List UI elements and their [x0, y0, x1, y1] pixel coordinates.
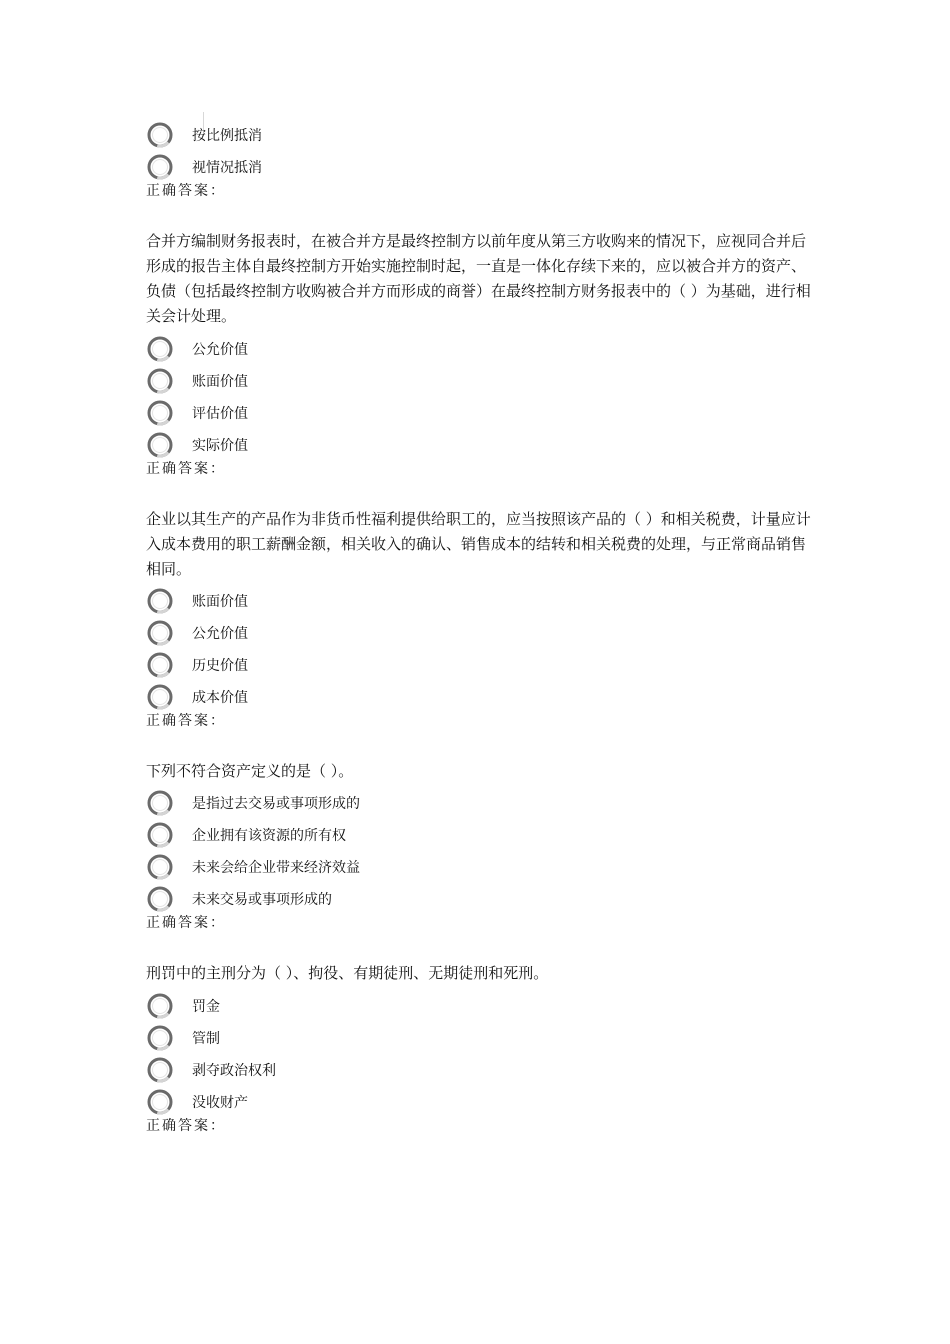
- option-label: 公允价值: [192, 342, 248, 358]
- radio-button-icon[interactable]: [146, 431, 174, 459]
- radio-button-icon[interactable]: [146, 153, 174, 181]
- option-label: 没收财产: [192, 1095, 248, 1111]
- option-q3-1[interactable]: [146, 789, 566, 819]
- option-label: 公允价值: [192, 626, 248, 642]
- option-q4-3[interactable]: [146, 1056, 566, 1086]
- option-q2-4[interactable]: [146, 683, 566, 713]
- option-label: 剥夺政治权利: [192, 1063, 276, 1079]
- option-q1-3[interactable]: [146, 399, 566, 429]
- question-text-1: 合并方编制财务报表时，在被合并方是最终控制方以前年度从第三方收购来的情况下，应视同合并后形成的报告主体自最终控制方开始实施控制时起，一直是一体化存续下来的，应以被合并方的资产、负债（包括最终控制方收购被合并方而形成的商誉）在最终控制方财务报表中的（ ）为基础，进行相关会计处理。: [146, 232, 811, 325]
- option-label: 企业拥有该资源的所有权: [192, 828, 346, 844]
- radio-button-icon[interactable]: [146, 587, 174, 615]
- question-text-2: 企业以其生产的产品作为非货币性福利提供给职工的，应当按照该产品的（ ）和相关税费，计量应计入成本费用的职工薪酬金额，相关收入的确认、销售成本的结转和相关税费的处理，与正常商品销售相同。: [146, 510, 811, 578]
- option-label: 罚金: [192, 999, 220, 1015]
- option-label: 历史价值: [192, 658, 248, 674]
- option-label: 实际价值: [192, 438, 248, 454]
- radio-button-icon[interactable]: [146, 367, 174, 395]
- radio-button-icon[interactable]: [146, 821, 174, 849]
- option-q4-2[interactable]: [146, 1024, 566, 1054]
- option-q0-2[interactable]: [146, 153, 566, 183]
- option-label: 视情况抵消: [192, 160, 262, 176]
- option-q2-1[interactable]: [146, 587, 566, 617]
- option-label: 未来交易或事项形成的: [192, 892, 332, 908]
- radio-button-icon[interactable]: [146, 885, 174, 913]
- option-label: 是指过去交易或事项形成的: [192, 796, 360, 812]
- radio-button-icon[interactable]: [146, 619, 174, 647]
- radio-button-icon[interactable]: [146, 1088, 174, 1116]
- correct-answer-label: 正确答案：: [146, 713, 226, 729]
- question-text-4: 刑罚中的主刑分为（ ）、拘役、有期徒刑、无期徒刑和死刑。: [146, 964, 549, 982]
- radio-button-icon[interactable]: [146, 399, 174, 427]
- option-label: 账面价值: [192, 594, 248, 610]
- option-label: 未来会给企业带来经济效益: [192, 860, 360, 876]
- radio-button-icon[interactable]: [146, 651, 174, 679]
- option-q2-3[interactable]: [146, 651, 566, 681]
- option-q1-4[interactable]: [146, 431, 566, 461]
- option-label: 评估价值: [192, 406, 248, 422]
- option-q1-1[interactable]: [146, 335, 566, 365]
- option-q1-2[interactable]: [146, 367, 566, 397]
- option-label: 管制: [192, 1031, 220, 1047]
- radio-button-icon[interactable]: [146, 789, 174, 817]
- correct-answer-label: 正确答案：: [146, 915, 226, 931]
- option-q4-1[interactable]: [146, 992, 566, 1022]
- question-text-3: 下列不符合资产定义的是（ ）。: [146, 762, 354, 780]
- radio-button-icon[interactable]: [146, 992, 174, 1020]
- correct-answer-label: 正确答案：: [146, 183, 226, 199]
- radio-button-icon[interactable]: [146, 683, 174, 711]
- option-label: 成本价值: [192, 690, 248, 706]
- option-q3-4[interactable]: [146, 885, 566, 915]
- radio-button-icon[interactable]: [146, 1056, 174, 1084]
- radio-button-icon[interactable]: [146, 1024, 174, 1052]
- option-q0-1[interactable]: [146, 121, 566, 151]
- option-q3-3[interactable]: [146, 853, 566, 883]
- option-q4-4[interactable]: [146, 1088, 566, 1118]
- option-label: 按比例抵消: [192, 128, 262, 144]
- option-q2-2[interactable]: [146, 619, 566, 649]
- correct-answer-label: 正确答案：: [146, 461, 226, 477]
- option-label: 账面价值: [192, 374, 248, 390]
- option-q3-2[interactable]: [146, 821, 566, 851]
- radio-button-icon[interactable]: [146, 121, 174, 149]
- radio-button-icon[interactable]: [146, 335, 174, 363]
- radio-button-icon[interactable]: [146, 853, 174, 881]
- correct-answer-label: 正确答案：: [146, 1118, 226, 1134]
